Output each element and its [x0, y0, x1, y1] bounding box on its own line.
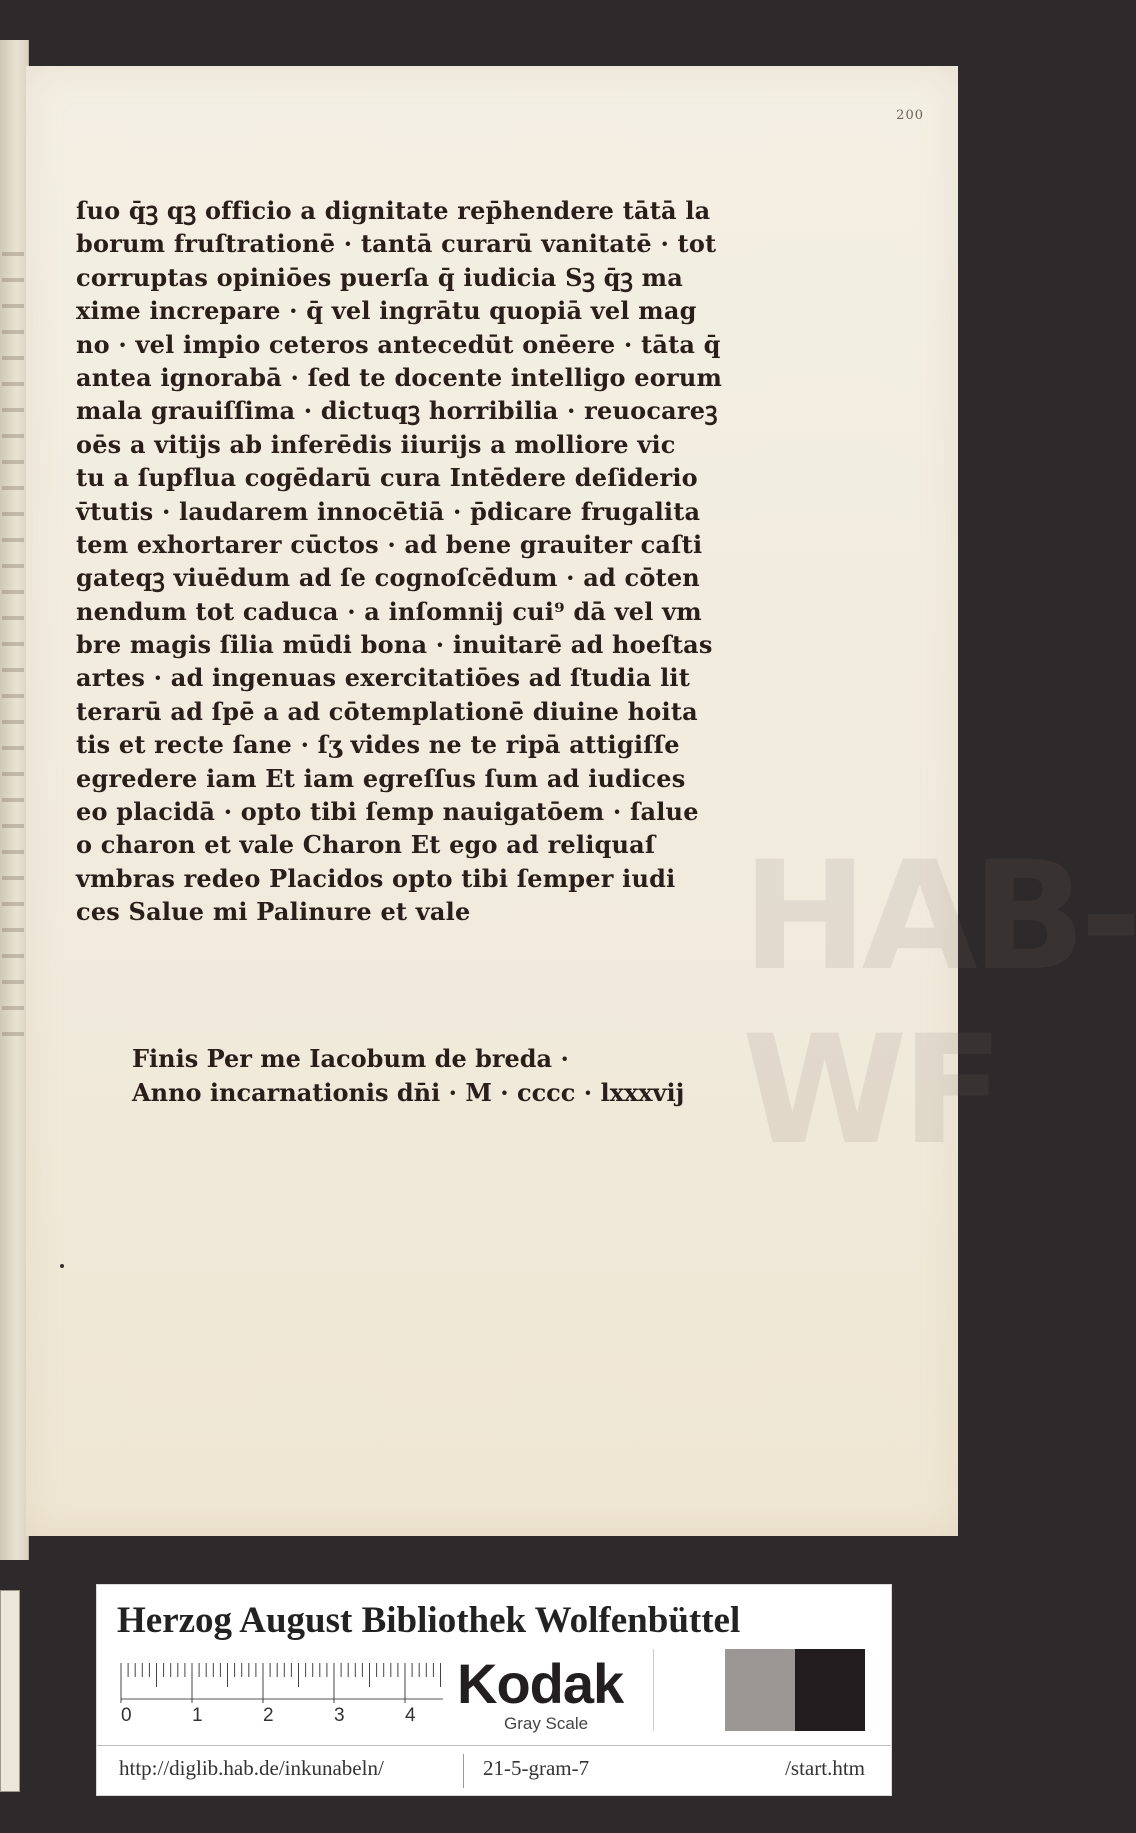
text-line: no · vel impio ceteros antecedūt onēere · tāta q̄ — [76, 329, 721, 359]
colophon — [132, 1042, 732, 1110]
text-line: mala grauiſſima · dictuqꝫ horribilia · reuocareꝫ — [76, 396, 718, 426]
url-base[interactable]: http://diglib.hab.de/inkunabeln/ — [119, 1756, 384, 1780]
text-line: borum fruſtrationē · tantā curarū vanitatē · tot — [76, 229, 717, 259]
url-row — [97, 1745, 891, 1794]
left-color-target-edge — [0, 1590, 20, 1792]
text-line: corruptas opiniōes puerſa q̄ iudicia Sꝫ q̄ꝫ ma — [76, 262, 683, 292]
gray-scale-label: Gray Scale — [504, 1714, 589, 1733]
main-text-block — [76, 194, 723, 929]
url-separator — [463, 1754, 464, 1788]
text-line: egredere iam Et iam egreſſus ſum ad iudices — [76, 763, 686, 793]
text-line: Finis Per me Iacobum de breda · — [132, 1044, 569, 1073]
ruler-label: 1 — [192, 1705, 203, 1726]
gray-swatch — [725, 1649, 795, 1731]
text-line: nendum tot caduca · a inſomnij cui⁹ dā vel vm — [76, 596, 702, 626]
text-line: bre magis ſilia mūdi bona · inuitarē ad hoeſtas — [76, 630, 713, 660]
text-line: Anno incarnationis dn̄i · M · cccc · lxxxvij — [132, 1078, 685, 1107]
ruler-ticks — [121, 1663, 443, 1703]
ruler-labels — [121, 1705, 416, 1726]
text-line: tu a ſupflua cogēdarū cura Intēdere deſiderio — [76, 463, 698, 493]
manuscript-page — [26, 66, 1136, 1536]
black-swatch — [795, 1649, 865, 1731]
left-page-edge — [0, 40, 29, 1560]
text-line: vmbras redeo Placidos opto tibi ſemper iudi — [76, 863, 676, 893]
color-target-card — [96, 1584, 892, 1796]
text-line: ces Salue mi Palinure et vale — [76, 897, 471, 927]
watermark: HAB-WF — [742, 830, 1136, 1178]
ruler-label: 0 — [121, 1705, 132, 1726]
library-name: Herzog August Bibliothek Wolfenbüttel — [117, 1600, 741, 1641]
ruler-label: 3 — [334, 1705, 345, 1726]
shelfmark: 21-5-gram-7 — [483, 1756, 590, 1780]
left-page-margin-text — [2, 230, 24, 1050]
text-line: antea ignorabā · ſed te docente intelligo eorum — [76, 362, 723, 392]
text-line: gateqꝫ viuēdum ad ſe cognoſcēdum · ad cōten — [76, 563, 700, 593]
ruler — [117, 1659, 447, 1725]
ruler-label: 4 — [405, 1705, 416, 1726]
text-line: artes · ad ingenuas exercitatiōes ad ſtudia lit — [76, 663, 691, 693]
white-swatch — [653, 1649, 726, 1731]
text-line: terarū ad ſpē a ad cōtemplationē diuine hoita — [76, 696, 698, 726]
ruler-label: 2 — [263, 1705, 274, 1726]
text-line: oēs a vitijs ab inferēdis iiurijs a molliore vic — [76, 429, 676, 459]
text-line: v̄tutis · laudarem innocētiā · p̄dicare frugalita — [76, 496, 701, 526]
text-line: tem exhortarer cūctos · ad bene grauiter caſti — [76, 529, 703, 559]
folio-number: 200 — [896, 108, 924, 123]
ink-mark — [60, 1264, 64, 1268]
text-line: o charon et vale Charon Et ego ad reliquaſ — [76, 830, 656, 860]
text-line: ſuo q̄ꝫ qꝫ officio a dignitate rep̄hendere tātā la — [76, 196, 711, 225]
text-line: xime increpare · q̄ vel ingrātu quopiā vel mag — [76, 296, 697, 326]
url-end[interactable]: /start.htm — [785, 1756, 865, 1780]
kodak-logo: Kodak — [457, 1652, 624, 1715]
text-line: eo placidā · opto tibi ſemp nauigatōem · ſalue — [76, 797, 699, 827]
text-line: tis et recte ſane · ſʒ vides ne te ripā attigiſſe — [76, 730, 680, 760]
